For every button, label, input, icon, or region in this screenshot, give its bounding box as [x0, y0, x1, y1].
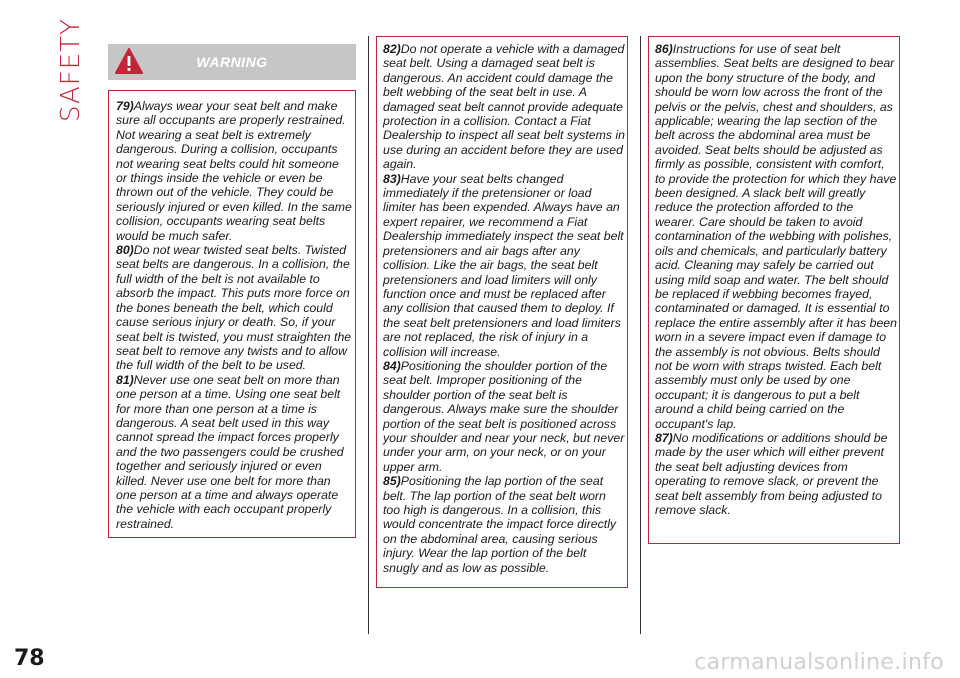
- warning-column-3: [655, 42, 897, 517]
- warning-header: [108, 44, 356, 80]
- column-divider: [640, 36, 641, 634]
- list-item: [655, 42, 897, 431]
- item-number: 87): [655, 430, 673, 445]
- item-number: 81): [116, 372, 134, 387]
- column-divider: [368, 36, 369, 634]
- list-item: [116, 373, 352, 531]
- item-text: Have your seat belts changed immediately if the pretensioner or load limiter has been expended. Always have an expert repairer, we recommend a Fiat Dealership immediately inspect the seat belt pretensioners and air bags after any collision. Like the air bags, the seat belt pretensioners and load limiters will only function once and must be replaced after any collision that caused them to deploy. If the seat belt pretensioners and load limiters are not replaced, the risk of injury in a collision will increase.: [383, 171, 624, 359]
- item-number: 86): [655, 42, 673, 56]
- page-number: 78: [14, 646, 45, 671]
- item-number: 85): [383, 474, 401, 489]
- warning-column-2: [383, 42, 625, 575]
- list-item: [383, 474, 625, 575]
- list-item: [116, 99, 352, 243]
- item-text: Positioning the lap portion of the seat belt. The lap portion of the seat belt worn too high is dangerous. In a collision, this would concentrate the impact force directly on the abdominal area, causing serious injury. Wear the lap portion of the belt snugly and as low as possible.: [383, 474, 617, 575]
- watermark: carmanualsonline.info: [694, 650, 944, 675]
- list-item: [383, 42, 625, 172]
- item-text: No modifications or additions should be made by the user which will either prevent the seat belt adjusting devices from operating to remove slack, or prevent the seat belt assembly from being adjusted to remove slack.: [655, 430, 888, 517]
- warning-column-1: [116, 99, 352, 531]
- section-title: SAFETY: [56, 18, 86, 122]
- warning-title: WARNING: [196, 54, 268, 70]
- item-text: Positioning the shoulder portion of the seat belt. Improper positioning of the shoulder portion of the seat belt is dangerous. Always make sure the shoulder portion of the seat belt is positioned across your shoulder and near your neck, but never under your arm, on your neck, or on your upper arm.: [383, 358, 625, 474]
- item-text: Instructions for use of seat belt assemblies. Seat belts are designed to bear upon the bony structure of the body, and should be worn low across the front of the pelvis or the pelvis, chest and shoulders, as applicable; wearing the lap section of the belt across the abdominal area must be avoided. Seat belts should be adjusted as firmly as possible, consistent with comfort, to provide the protection for which they have been designed. A slack belt will greatly reduce the protection afforded to the wearer. Care should be taken to avoid contamination of the webbing with polishes, oils and chemicals, and particularly battery acid. Cleaning may safely be carried out using mild soap and water. The belt should be replaced if webbing becomes frayed, contaminated or damaged. It is essential to replace the entire assembly after it has been worn in a severe impact even if damage to the assembly is not obvious. Belts should not be worn with straps twisted. Each belt assembly must only be used by one occupant; it is dangerous to put a belt around a child being carried on the occupant's lap.: [655, 42, 897, 431]
- item-text: Do not operate a vehicle with a damaged seat belt. Using a damaged seat belt is dangerous. An accident could damage the belt webbing of the seat belt in use. A damaged seat belt cannot provide adequate protection in a collision. Contact a Fiat Dealership to inspect all seat belt systems in use during an accident before they are used again.: [383, 42, 625, 172]
- item-number: 83): [383, 171, 401, 186]
- list-item: [383, 359, 625, 474]
- item-number: 80): [116, 243, 134, 258]
- item-number: 79): [116, 99, 134, 113]
- list-item: [655, 431, 897, 517]
- item-text: Always wear your seat belt and make sure all occupants are properly restrained. Not wearing a seat belt is extremely dangerous. During a collision, occupants not wearing seat belts could hit someone or things inside the vehicle or even be thrown out of the vehicle. They could be seriously injured or even killed. In the same collision, occupants wearing seat belts would be much safer.: [116, 99, 352, 243]
- item-text: Never use one seat belt on more than one person at a time. Using one seat belt for more than one person at a time is dangerous. A seat belt used in this way cannot spread the impact forces properly and the two passengers could be crushed together and seriously injured or even killed. Never use one belt for more than one person at a time and always operate the vehicle with each occupant properly restrained.: [116, 372, 344, 531]
- item-number: 84): [383, 358, 401, 373]
- list-item: [383, 172, 625, 359]
- item-text: Do not wear twisted seat belts. Twisted seat belts are dangerous. In a collision, the full width of the belt is not available to absorb the impact. This puts more force on the bones beneath the belt, which could cause serious injury or death. So, if your seat belt is twisted, you must straighten the seat belt to remove any twists and to allow the full width of the belt to be used.: [116, 243, 352, 373]
- list-item: [116, 243, 352, 373]
- item-number: 82): [383, 42, 401, 56]
